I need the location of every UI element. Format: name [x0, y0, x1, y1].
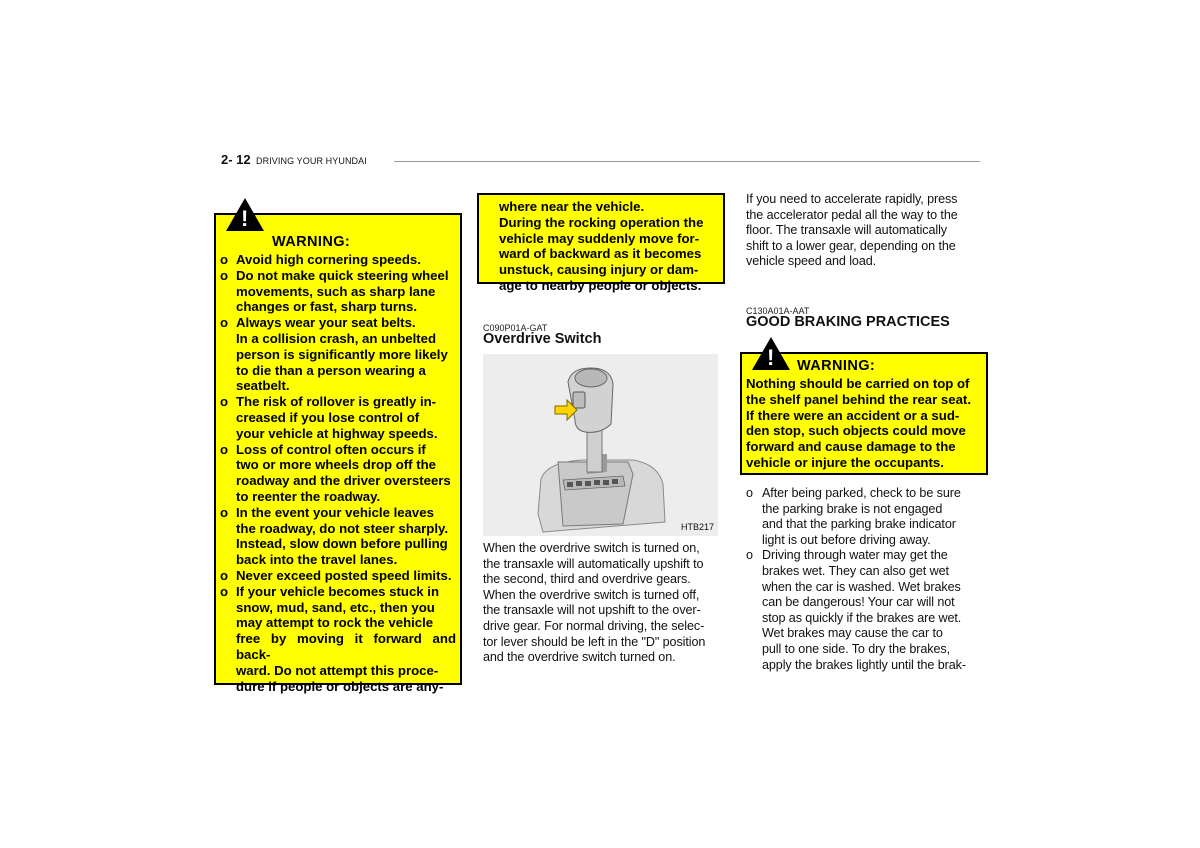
bullet-marker: [746, 580, 762, 596]
list-item-text: Never exceed posted speed limits.: [236, 567, 452, 583]
gear-selector-illustration: [483, 354, 718, 536]
list-item-text: changes or fast, sharp turns.: [236, 299, 418, 315]
list-item-text: Always wear your seat belts.: [236, 315, 416, 331]
paragraph-line: and the overdrive switch turned on.: [483, 650, 676, 665]
list-item-text: Driving through water may get the: [762, 548, 948, 563]
warning-list-item: [220, 284, 456, 300]
bullet-marker: [746, 517, 762, 533]
bullet-marker: o: [220, 267, 229, 283]
list-item-text: the roadway, do not steer sharply.: [236, 520, 449, 536]
bullet-marker: o: [220, 567, 229, 583]
middle-warning-text: [499, 199, 719, 294]
bullet-marker: o: [220, 504, 229, 520]
list-item: [746, 564, 980, 580]
exclamation-mark: !: [241, 206, 249, 231]
warning-text-line: During the rocking operation the: [499, 214, 704, 230]
page-number: 2- 12: [221, 152, 251, 167]
list-item-text: creased if you lose control of: [236, 409, 420, 425]
warning-list-item: [220, 521, 456, 537]
warning-text-line: where near the vehicle.: [499, 199, 645, 214]
paragraph-line: drive gear. For normal driving, the selec-: [483, 618, 705, 633]
list-item-text: roadway and the driver oversteers: [236, 473, 451, 489]
list-item-text: may attempt to rock the vehicle: [236, 615, 434, 631]
list-item-text: Do not make quick steering wheel: [236, 267, 449, 283]
list-item: [746, 486, 980, 502]
list-item: [746, 611, 980, 627]
list-item-text: apply the brakes lightly until the brak-: [762, 657, 966, 672]
list-item: [746, 517, 980, 533]
bullet-marker: [220, 663, 236, 679]
paragraph-line: When the overdrive switch is turned off,: [483, 587, 700, 602]
list-item-text: If your vehicle becomes stuck in: [236, 583, 440, 599]
warning-list-item: [220, 457, 456, 473]
list-item-text: free by moving it forward and back-: [236, 631, 456, 662]
bullet-marker: [746, 611, 762, 627]
section-title: DRIVING YOUR HYUNDAI: [256, 156, 367, 166]
warning-list-item: [220, 315, 456, 331]
braking-code: C130A01A-AAT: [746, 306, 810, 316]
list-item-text: Wet brakes may cause the car to: [762, 626, 943, 641]
warning-list-item: [220, 679, 456, 695]
list-item-text: can be dangerous! Your car will not: [762, 595, 955, 610]
warning-list-item: [220, 505, 456, 521]
warning-list-item: [220, 363, 456, 379]
list-item-text: light is out before driving away.: [762, 532, 931, 547]
warning-list-item: [220, 663, 456, 679]
list-item-text: The risk of rollover is greatly in-: [236, 394, 437, 410]
list-item: [746, 548, 980, 564]
paragraph-line: the accelerator pedal all the way to the: [746, 207, 958, 222]
warning-text-line: ward of backward as it becomes: [499, 246, 702, 262]
paragraph-line: When the overdrive switch is turned on,: [483, 541, 700, 555]
list-item-text: to die than a person wearing a: [236, 362, 426, 378]
bullet-marker: [220, 347, 236, 363]
paragraph-line: the transaxle will automatically upshift to: [483, 556, 704, 571]
warning-list-item: [220, 331, 456, 347]
paragraph-line: shift to a lower gear, depending on the: [746, 238, 956, 253]
bullet-marker: o: [220, 583, 229, 599]
warning-text-line: age to nearby people or objects.: [499, 277, 702, 293]
warning-list-item: [220, 568, 456, 584]
overdrive-heading: Overdrive Switch: [483, 331, 602, 347]
right-warning-text: [746, 376, 984, 471]
bullet-marker: [746, 595, 762, 611]
accelerate-paragraph: [746, 192, 980, 270]
warning-text-line: If there were an accident or a sud-: [746, 407, 960, 423]
bullet-marker: [220, 489, 236, 505]
warning-list-item: [220, 615, 456, 631]
paragraph-line: the transaxle will not upshift to the over-: [483, 603, 701, 618]
paragraph-line: the second, third and overdrive gears.: [483, 572, 691, 587]
list-item-text: back into the travel lanes.: [236, 552, 398, 568]
bullet-marker: o: [220, 315, 229, 331]
braking-heading: GOOD BRAKING PRACTICES: [746, 314, 950, 330]
braking-list: [746, 486, 980, 673]
paragraph-line: If you need to accelerate rapidly, press: [746, 192, 958, 206]
bullet-marker: [220, 378, 236, 394]
warning-list-item: [220, 299, 456, 315]
bullet-marker: [220, 457, 236, 473]
list-item-text: In a collision crash, an unbelted: [236, 330, 437, 346]
bullet-marker: [220, 331, 236, 347]
header-rule: [394, 161, 980, 162]
bullet-marker: [746, 533, 762, 549]
list-item-text: In the event your vehicle leaves: [236, 504, 434, 520]
list-item-text: person is significantly more likely: [236, 346, 448, 362]
list-item-text: Loss of control often occurs if: [236, 441, 426, 457]
warning-list-item: [220, 347, 456, 363]
warning-list-item: [220, 442, 456, 458]
list-item-text: ward. Do not attempt this proce-: [236, 662, 439, 678]
list-item-text: two or more wheels drop off the: [236, 457, 437, 473]
warning-list-item: [220, 584, 456, 600]
list-item-text: movements, such as sharp lane: [236, 283, 436, 299]
paragraph-line: tor lever should be left in the "D" position: [483, 634, 706, 649]
list-item: [746, 580, 980, 596]
bullet-marker: [220, 631, 236, 663]
bullet-marker: [220, 679, 236, 695]
bullet-marker: [220, 363, 236, 379]
right-warning-title: WARNING:: [797, 358, 876, 374]
figure-label: HTB217: [680, 522, 714, 532]
bullet-marker: o: [746, 486, 753, 500]
list-item: [746, 642, 980, 658]
paragraph-line: floor. The transaxle will automatically: [746, 223, 947, 238]
warning-list-item: [220, 489, 456, 505]
warning-text-line: vehicle may suddenly move for-: [499, 230, 700, 246]
bullet-marker: [220, 299, 236, 315]
warning-list-item: [220, 378, 456, 394]
warning-list-item: [220, 252, 456, 268]
right-warning-box: [740, 345, 988, 475]
middle-warning-box: [477, 193, 725, 293]
bullet-marker: [220, 426, 236, 442]
warning-text-line: the shelf panel behind the rear seat.: [746, 391, 971, 407]
bullet-marker: [220, 615, 236, 631]
list-item-text: the parking brake is not engaged: [762, 501, 943, 516]
paragraph-line: vehicle speed and load.: [746, 254, 877, 269]
list-item-text: to reenter the roadway.: [236, 488, 381, 504]
list-item-text: Instead, slow down before pulling: [236, 536, 448, 552]
list-item: [746, 658, 980, 674]
list-item: [746, 626, 980, 642]
warning-text-line: vehicle or injure the occupants.: [746, 454, 944, 470]
list-item-text: dure if people or objects are any-: [236, 678, 444, 694]
bullet-marker: [220, 410, 236, 426]
bullet-marker: o: [220, 252, 229, 267]
warning-text-line: unstuck, causing injury or dam-: [499, 262, 699, 278]
bullet-marker: [746, 658, 762, 674]
exclamation-mark: !: [767, 345, 775, 370]
warning-list-item: [220, 536, 456, 552]
bullet-marker: [220, 600, 236, 616]
overdrive-figure: [483, 354, 718, 536]
list-item: [746, 502, 980, 518]
bullet-marker: o: [220, 394, 229, 410]
warning-list-item: [220, 410, 456, 426]
list-item-text: snow, mud, sand, etc., then you: [236, 599, 435, 615]
list-item-text: brakes wet. They can also get wet: [762, 563, 949, 578]
warning-list-item: [220, 426, 456, 442]
list-item-text: stop as quickly if the brakes are wet.: [762, 610, 962, 625]
left-warning-title: WARNING:: [272, 234, 351, 250]
bullet-marker: [746, 564, 762, 580]
list-item-text: when the car is washed. Wet brakes: [762, 579, 961, 594]
list-item-text: your vehicle at highway speeds.: [236, 425, 438, 441]
bullet-marker: [746, 626, 762, 642]
bullet-marker: [220, 552, 236, 568]
list-item: [746, 595, 980, 611]
warning-list-item: [220, 268, 456, 284]
warning-text-line: Nothing should be carried on top of: [746, 376, 970, 391]
overdrive-paragraph: [483, 541, 718, 666]
bullet-marker: [746, 642, 762, 658]
bullet-marker: [220, 521, 236, 537]
list-item-text: and that the parking brake indicator: [762, 517, 956, 532]
bullet-marker: [220, 536, 236, 552]
warning-list-item: [220, 600, 456, 616]
bullet-marker: o: [220, 441, 229, 457]
warning-list-item: [220, 394, 456, 410]
list-item: [746, 533, 980, 549]
bullet-marker: [220, 473, 236, 489]
warning-list-item: [220, 631, 456, 663]
left-warning-box: [214, 206, 462, 694]
warning-text-line: den stop, such objects could move: [746, 423, 966, 439]
bullet-marker: [220, 284, 236, 300]
list-item-text: After being parked, check to be sure: [762, 486, 961, 500]
bullet-marker: o: [746, 548, 753, 563]
overdrive-code: C090P01A-GAT: [483, 323, 548, 333]
left-warning-list: [220, 252, 456, 694]
warning-text-line: forward and cause damage to the: [746, 439, 956, 455]
warning-list-item: [220, 552, 456, 568]
bullet-marker: [746, 502, 762, 518]
warning-list-item: [220, 473, 456, 489]
list-item-text: seatbelt.: [236, 378, 290, 394]
list-item-text: Avoid high cornering speeds.: [236, 252, 421, 267]
list-item-text: pull to one side. To dry the brakes,: [762, 641, 950, 656]
